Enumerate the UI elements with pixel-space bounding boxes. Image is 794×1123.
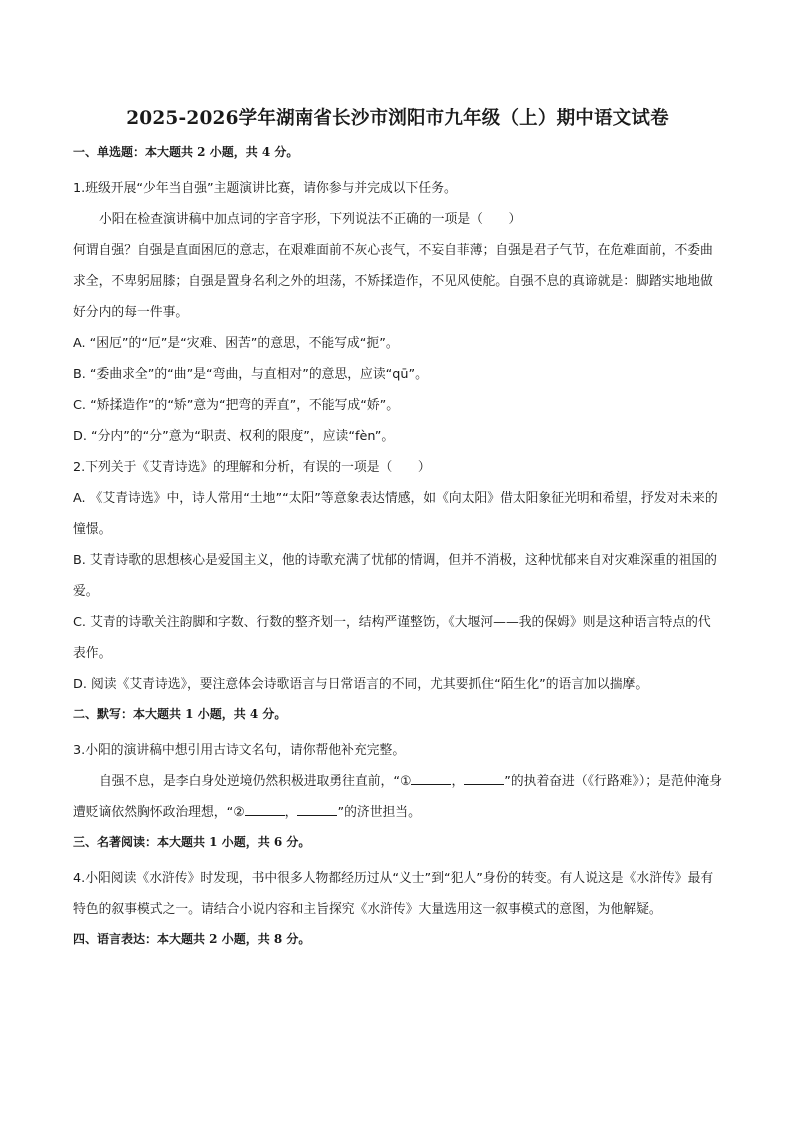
question-3-stem: 3.小阳的演讲稿中想引用古诗文名句，请你帮他补充完整。 (73, 743, 406, 758)
question-3-text-part3: ”的济世担当。 (337, 805, 421, 820)
question-1-option-d: D. “分内”的“分”意为“职责、权利的限度”，应读“fèn”。 (73, 429, 395, 444)
exam-title: 2025-2026学年湖南省长沙市浏阳市九年级（上）期中语文试卷 (126, 108, 669, 129)
section-heading-classic-reading: 三、名著阅读：本大题共 1 小题，共 6 分。 (73, 835, 311, 849)
question-2-option-c: C. 艾青的诗歌关注韵脚和字数、行数的整齐划一，结构严谨整饬，《大堰河——我的保姆》则是这种语言特点的代表作。 (73, 615, 711, 661)
question-1-prompt: 小阳在检查演讲稿中加点词的字音字形，下列说法不正确的一项是（ ） (99, 212, 522, 227)
section-heading-language-expression: 四、语言表达：本大题共 2 小题，共 8 分。 (73, 932, 311, 946)
question-2-stem: 2.下列关于《艾青诗选》的理解和分析，有误的一项是（ ） (73, 460, 431, 475)
question-3-text-part1: 自强不息，是李白身处逆境仍然积极进取勇往直前，“① (99, 774, 412, 789)
question-4-stem: 4.小阳阅读《水浒传》时发现，书中很多人物都经历过从“义士”到“犯人”身份的转变。有人说这是《水浒传》最有特色的叙事模式之一。请结合小说内容和主旨探究《水浒传》大量选用这一叙事模式的意图，为他解疑。 (73, 871, 714, 917)
answer-blank-2a[interactable] (245, 803, 285, 816)
answer-blank-2b[interactable] (297, 803, 337, 816)
question-1-option-c: C. “矫揉造作”的“矫”意为“把弯的弄直”，不能写成“娇”。 (73, 398, 400, 413)
question-1-option-b: B. “委曲求全”的“曲”是“弯曲，与直相对”的意思，应读“qū”。 (73, 367, 428, 382)
question-1-option-a: A. “困厄”的“厄”是“灾难、困苦”的意思，不能写成“扼”。 (73, 336, 399, 351)
section-heading-dictation: 二、默写：本大题共 1 小题，共 4 分。 (73, 707, 287, 721)
answer-blank-1a[interactable] (411, 772, 451, 785)
question-2-option-a: A. 《艾青诗选》中，诗人常用“土地”“太阳”等意象表达情感，如《向太阳》借太阳象征光明和希望，抒发对未来的憧憬。 (73, 491, 718, 537)
question-2-option-d: D. 阅读《艾青诗选》，要注意体会诗歌语言与日常语言的不同，尤其要抓住“陌生化”的语言加以揣摩。 (73, 677, 649, 692)
question-3-text-part2: ”的执着奋进（《行路难》）；是范仲淹身遭贬谪依然胸怀政治理想，“② (73, 774, 723, 820)
question-1-passage: 何谓自强？自强是直面困厄的意志，在艰难面前不灰心丧气，不妄自菲薄；自强是君子气节，在危难面前，不委曲求全，不卑躬屈膝；自强是置身名利之外的坦荡，不矫揉造作，不见风使舵。自强不息的真谛就是：脚踏实地地做好分内的每一件事。 (73, 243, 713, 320)
question-2-option-b: B. 艾青诗歌的思想核心是爱国主义，他的诗歌充满了忧郁的情调，但并不消极，这种忧郁来自对灾难深重的祖国的爱。 (73, 553, 717, 599)
question-3-separator-2: ， (284, 805, 298, 820)
question-3-body (73, 766, 722, 828)
answer-blank-1b[interactable] (464, 772, 504, 785)
question-3-separator-1: ， (451, 774, 465, 789)
question-1-stem: 1.班级开展“少年当自强”主题演讲比赛，请你参与并完成以下任务。 (73, 181, 457, 196)
section-heading-single-choice: 一、单选题：本大题共 2 小题，共 4 分。 (73, 145, 299, 159)
